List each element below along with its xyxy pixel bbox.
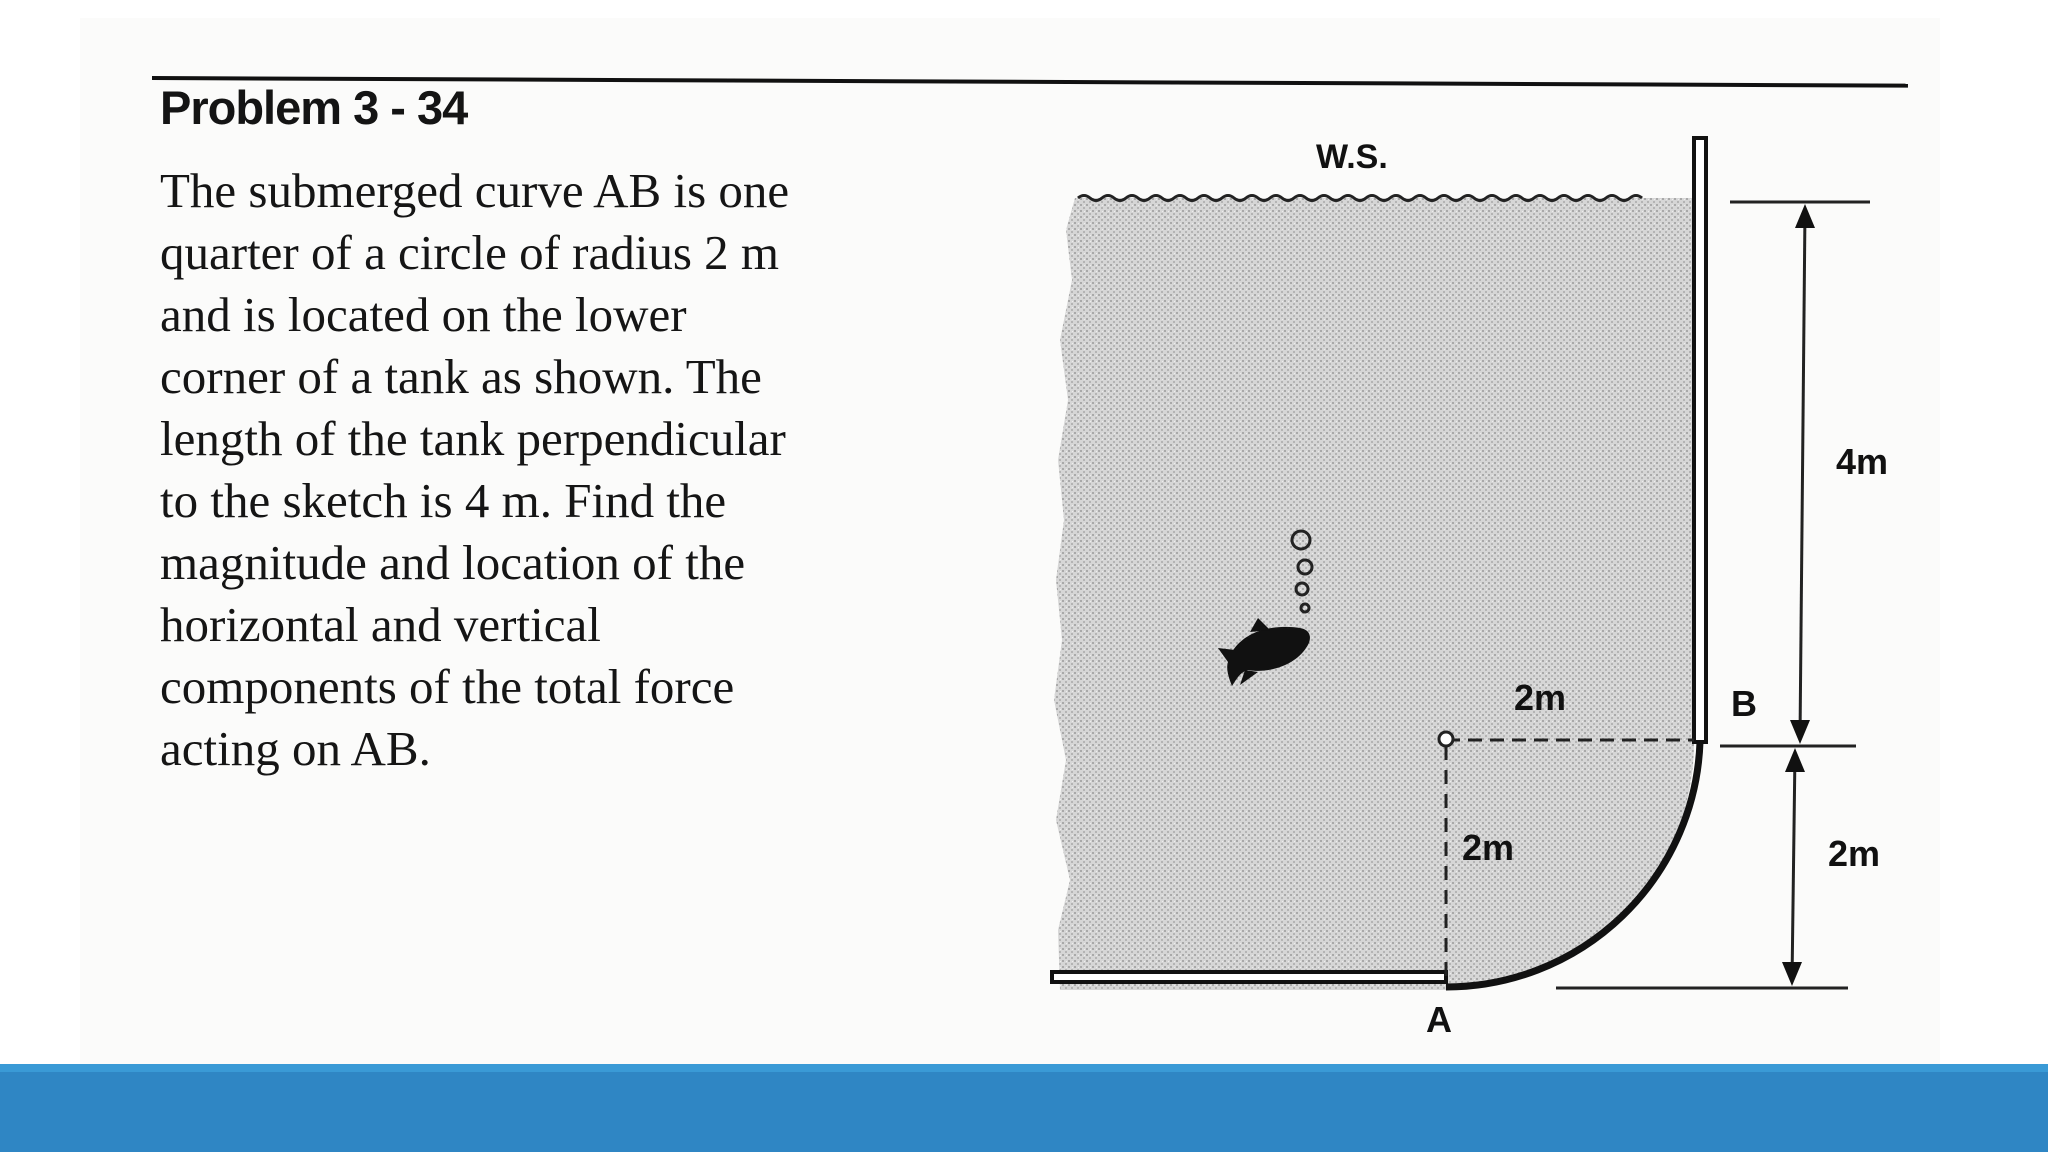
- footer-bar: [0, 1064, 2048, 1152]
- water-region: [1054, 198, 1694, 990]
- point-b-label: B: [1731, 683, 1757, 724]
- footer-accent-line: [0, 1064, 2048, 1072]
- dimension-line-2m: [1792, 752, 1795, 982]
- radius-vertical-label: 2m: [1462, 827, 1515, 868]
- circle-center-point: [1439, 732, 1453, 746]
- height-2m-label: 2m: [1828, 833, 1881, 874]
- height-4m-label: 4m: [1836, 441, 1889, 482]
- problem-line: components of the total force: [160, 659, 735, 714]
- point-a-label: A: [1426, 999, 1452, 1040]
- problem-line: horizontal and vertical: [160, 597, 601, 652]
- dimension-line-4m: [1800, 210, 1805, 738]
- problem-line: acting on AB.: [160, 721, 431, 776]
- problem-line: to the sketch is 4 m. Find the: [160, 473, 727, 528]
- problem-line: and is located on the lower: [160, 287, 687, 342]
- problem-line: magnitude and location of the: [160, 535, 746, 590]
- arrowhead-up: [1795, 204, 1815, 228]
- water-surface-label: W.S.: [1316, 138, 1388, 176]
- radius-horizontal-label: 2m: [1514, 677, 1567, 718]
- arrowhead-down: [1790, 720, 1810, 744]
- problem-line: quarter of a circle of radius 2 m: [160, 225, 780, 280]
- arrowhead-up: [1785, 748, 1805, 772]
- tank-right-wall: [1694, 138, 1706, 742]
- problem-line: corner of a tank as shown. The: [160, 349, 762, 404]
- tank-bottom: [1052, 972, 1446, 982]
- problem-title: Problem 3 - 34: [160, 81, 468, 134]
- problem-line: length of the tank perpendicular: [160, 411, 786, 466]
- problem-line: The submerged curve AB is one: [160, 163, 790, 218]
- arrowhead-down: [1782, 962, 1802, 986]
